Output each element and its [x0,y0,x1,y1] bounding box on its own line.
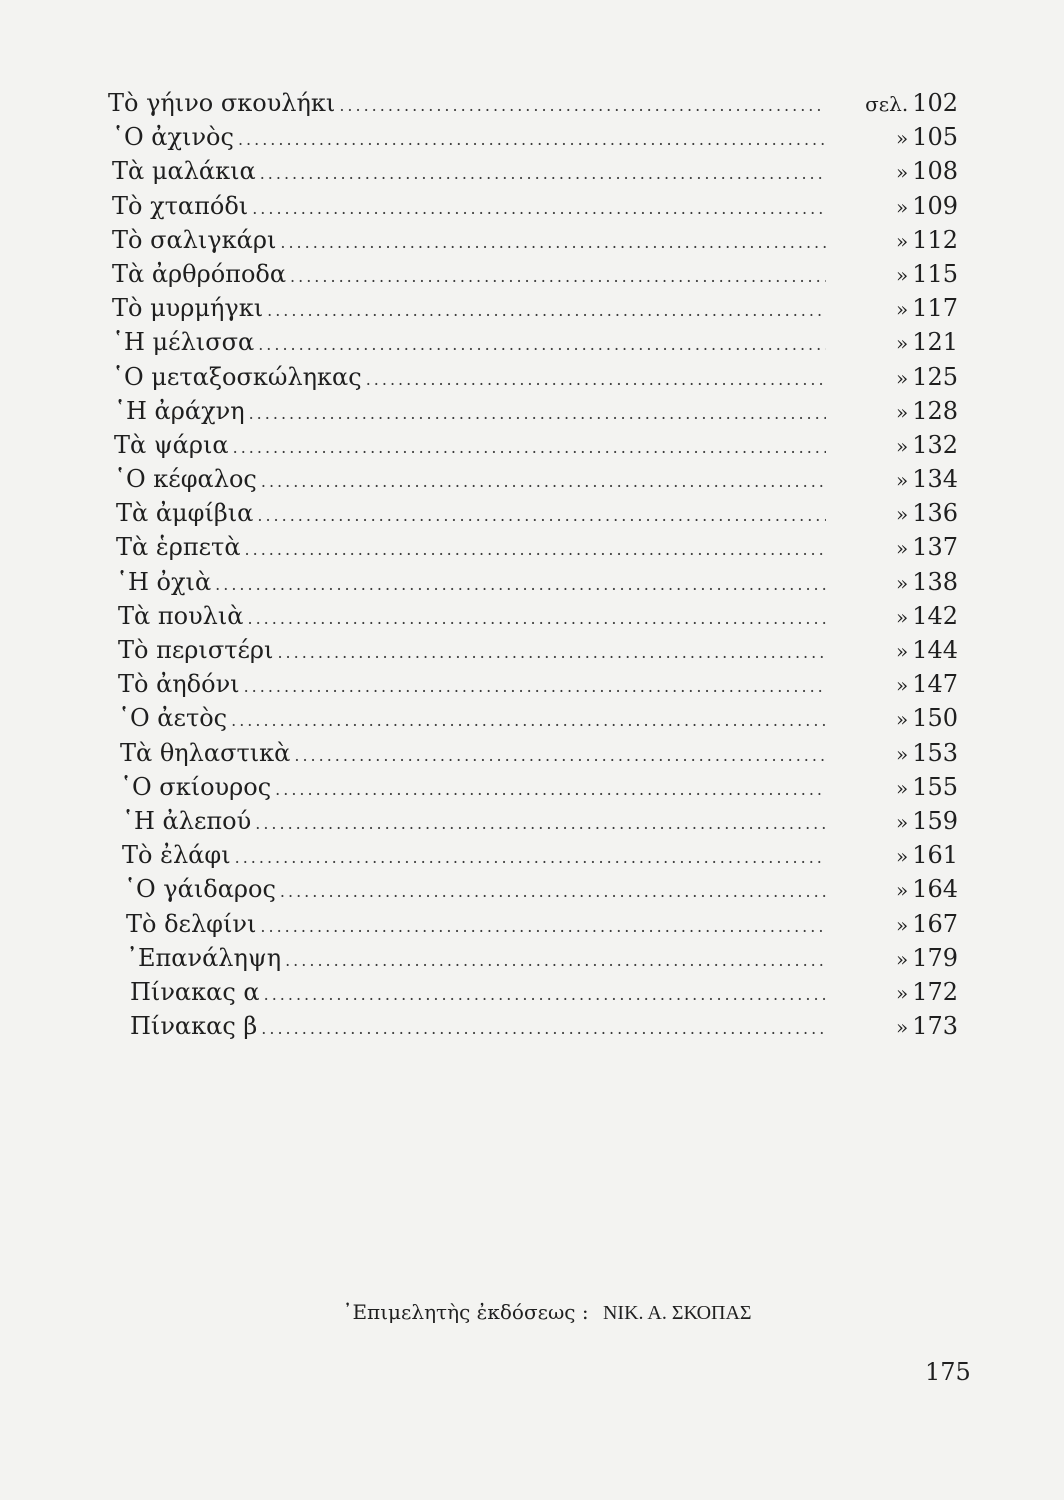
toc-entry-title: ῾Η ἀλεπού [122,806,252,835]
editor-label: ᾿Επιμελητὴς ἐκδόσεως : [342,1300,589,1324]
page-value: 115 [912,259,958,288]
page-value: 102 [912,89,958,117]
dot-leader [260,910,826,944]
page-value: 164 [912,875,958,904]
toc-entry [108,223,958,257]
dot-leader [267,294,826,328]
dot-leader [247,602,826,636]
toc-entry-title: Πίνακας β [130,1012,258,1041]
page-prefix: » [895,262,909,287]
page-value: 167 [912,909,958,938]
toc-entry-title: ῾Ο κέφαλος [114,465,257,494]
toc-entry-page [826,667,958,702]
page-value: 128 [912,396,958,425]
dot-leader [231,704,826,738]
page-value: 108 [912,157,958,186]
page-prefix: » [895,741,909,766]
dot-leader [252,192,826,226]
toc-entry-title: Τὸ δελφίνι [126,909,257,938]
page-prefix: » [895,468,909,493]
page-prefix: » [895,399,909,424]
toc-entry [108,428,958,462]
page-value: 137 [912,533,958,562]
toc-entry-page [826,189,958,224]
toc-entry [108,838,958,872]
page-prefix: » [895,194,909,219]
dot-leader [261,1012,826,1046]
toc-entry [108,907,958,941]
toc-entry-page [826,428,958,463]
page-value: 136 [912,499,958,528]
toc-entry-title: Τὰ μαλάκια [112,157,256,186]
dot-leader [245,533,826,567]
dot-leader [264,978,826,1012]
toc-entry [108,154,958,188]
toc-entry-page [826,1009,958,1044]
toc-entry [108,291,958,325]
page-prefix: » [895,433,909,458]
dot-leader [290,260,826,294]
toc-entry-page [826,223,958,258]
page-value: 117 [912,294,958,323]
page-value: 121 [912,328,958,357]
toc-entry-page [826,325,958,360]
page-prefix: » [895,536,909,561]
toc-entry-title: Τὰ πουλιὰ [118,601,244,630]
toc-entry [108,257,958,291]
toc-entry-page [826,770,958,805]
toc-entry-page [826,462,958,497]
toc-entry-title: ῾Ο μεταξοσκώληκας [112,362,362,391]
toc-entry [108,1009,958,1043]
dot-leader [285,944,826,978]
toc-entry-page [826,736,958,771]
toc-entry-page [826,701,958,736]
toc-entry-title: Τὸ σαλιγκάρι [112,225,277,254]
page-value: 132 [912,430,958,459]
toc-entry [108,599,958,633]
toc-entry-title: Τὸ γήινο σκουλήκι [108,89,336,117]
editor-credit [0,1300,1064,1325]
dot-leader [249,397,826,431]
page-number: 175 [925,1358,971,1386]
toc-entry [108,120,958,154]
toc-entry-page [826,394,958,429]
toc-entry-page [826,257,958,292]
dot-leader [255,807,826,841]
page-value: 144 [912,636,958,664]
dot-leader [238,123,826,157]
toc-entry-page [826,565,958,600]
toc-entry-title: Τὰ ἀμφίβια [116,499,254,528]
dot-leader [261,465,826,499]
page-prefix: » [895,365,909,390]
toc-entry-page [826,530,958,565]
page-value: 155 [912,772,958,801]
toc-entry-title: ῾Ο ἀετὸς [118,704,228,733]
page-value: 153 [912,738,958,767]
dot-leader [277,636,826,670]
toc-entry-title: ῾Η ὀχιὰ [116,567,212,596]
toc-entry-page [826,599,958,634]
editor-name: ΝΙΚ. Α. ΣΚΟΠΑΣ [602,1302,752,1324]
dot-leader [280,875,826,909]
dot-leader [339,89,826,123]
toc-entry-page [826,975,958,1010]
dot-leader [294,739,826,773]
page-prefix: » [895,502,909,527]
toc-entry [108,770,958,804]
page-value: 105 [912,123,958,152]
toc-entry [108,633,958,667]
toc-entry [108,667,958,701]
toc-entry-title: Τὸ ἀηδόνι [118,670,240,699]
toc-entry-title: ῾Η μέλισσα [112,328,255,357]
toc-entry [108,975,958,1009]
table-of-contents [108,86,958,1043]
toc-entry-page [826,86,958,121]
toc-entry-title: Τὸ ἐλάφι [122,841,231,870]
page-prefix: » [895,946,909,971]
page-value: 109 [912,191,958,220]
dot-leader [257,499,826,533]
page-value: 173 [912,1012,958,1041]
page-prefix: » [895,775,909,800]
dot-leader [215,568,826,602]
toc-entry-page [826,804,958,839]
toc-entry [108,325,958,359]
toc-entry-page [826,360,958,395]
page-value: 134 [912,465,958,494]
page-prefix: » [895,809,909,834]
page-prefix: » [895,126,909,151]
page-prefix: » [895,228,909,253]
toc-entry [108,86,958,120]
dot-leader [280,226,826,260]
toc-entry-title: ῾Η ἀράχνη [114,396,245,425]
page-prefix: » [895,297,909,322]
page-value: 179 [912,943,958,972]
toc-entry-page [826,907,958,942]
dot-leader [244,670,826,704]
toc-entry-title: Πίνακας α [130,977,260,1006]
toc-entry-page [826,291,958,326]
toc-entry [108,941,958,975]
dot-leader [235,841,826,875]
page-value: 112 [912,225,958,254]
page-prefix: » [895,673,909,698]
dot-leader [233,431,826,465]
dot-leader [275,773,826,807]
toc-entry [108,804,958,838]
page-value: 147 [912,670,958,699]
toc-entry [108,701,958,735]
page-value: 142 [912,601,958,630]
toc-entry [108,189,958,223]
page-value: 150 [912,704,958,733]
page-value: 172 [912,977,958,1006]
toc-entry-title: Τὸ χταπόδι [112,191,249,220]
toc-entry-page [826,496,958,531]
toc-entry-page [826,872,958,907]
toc-entry-title: Τὸ περιστέρι [118,636,274,664]
toc-entry [108,565,958,599]
toc-entry [108,872,958,906]
dot-leader [258,328,826,362]
toc-entry-title: ῾Ο σκίουρος [120,772,272,801]
toc-entry [108,462,958,496]
toc-entry [108,394,958,428]
toc-entry-page [826,154,958,189]
page-prefix: σελ. [865,92,909,116]
dot-leader [260,157,826,191]
page-prefix: » [895,707,909,732]
toc-entry-title: ᾿Επανάληψη [126,943,282,972]
page-value: 161 [912,841,958,870]
toc-entry [108,530,958,564]
toc-entry [108,360,958,394]
toc-entry-title: Τὸ μυρμήγκι [112,294,264,323]
page-value: 125 [912,362,958,391]
toc-entry-page [826,120,958,155]
toc-entry-title: Τὰ ψάρια [114,430,229,459]
page-value: 138 [912,567,958,596]
page-prefix: » [895,604,909,629]
page-prefix: » [895,331,909,356]
toc-entry-page [826,633,958,668]
toc-entry-page [826,838,958,873]
page-prefix: » [895,160,909,185]
toc-entry [108,736,958,770]
page-prefix: » [895,639,909,663]
page-prefix: » [895,912,909,937]
dot-leader [366,363,826,397]
toc-entry [108,496,958,530]
toc-entry-title: ῾Ο γάιδαρος [124,875,276,904]
toc-entry-page [826,941,958,976]
page-prefix: » [895,878,909,903]
toc-entry-title: Τὰ θηλαστικὰ [120,738,291,767]
toc-entry-title: Τὰ ἑρπετὰ [116,533,241,562]
page-prefix: » [895,844,909,869]
page-value: 159 [912,806,958,835]
page-prefix: » [895,1015,909,1040]
page-prefix: » [895,570,909,595]
toc-entry-title: Τὰ ἀρθρόποδα [112,259,287,288]
page-prefix: » [895,980,909,1005]
toc-entry-title: ῾Ο ἀχινὸς [112,123,234,152]
